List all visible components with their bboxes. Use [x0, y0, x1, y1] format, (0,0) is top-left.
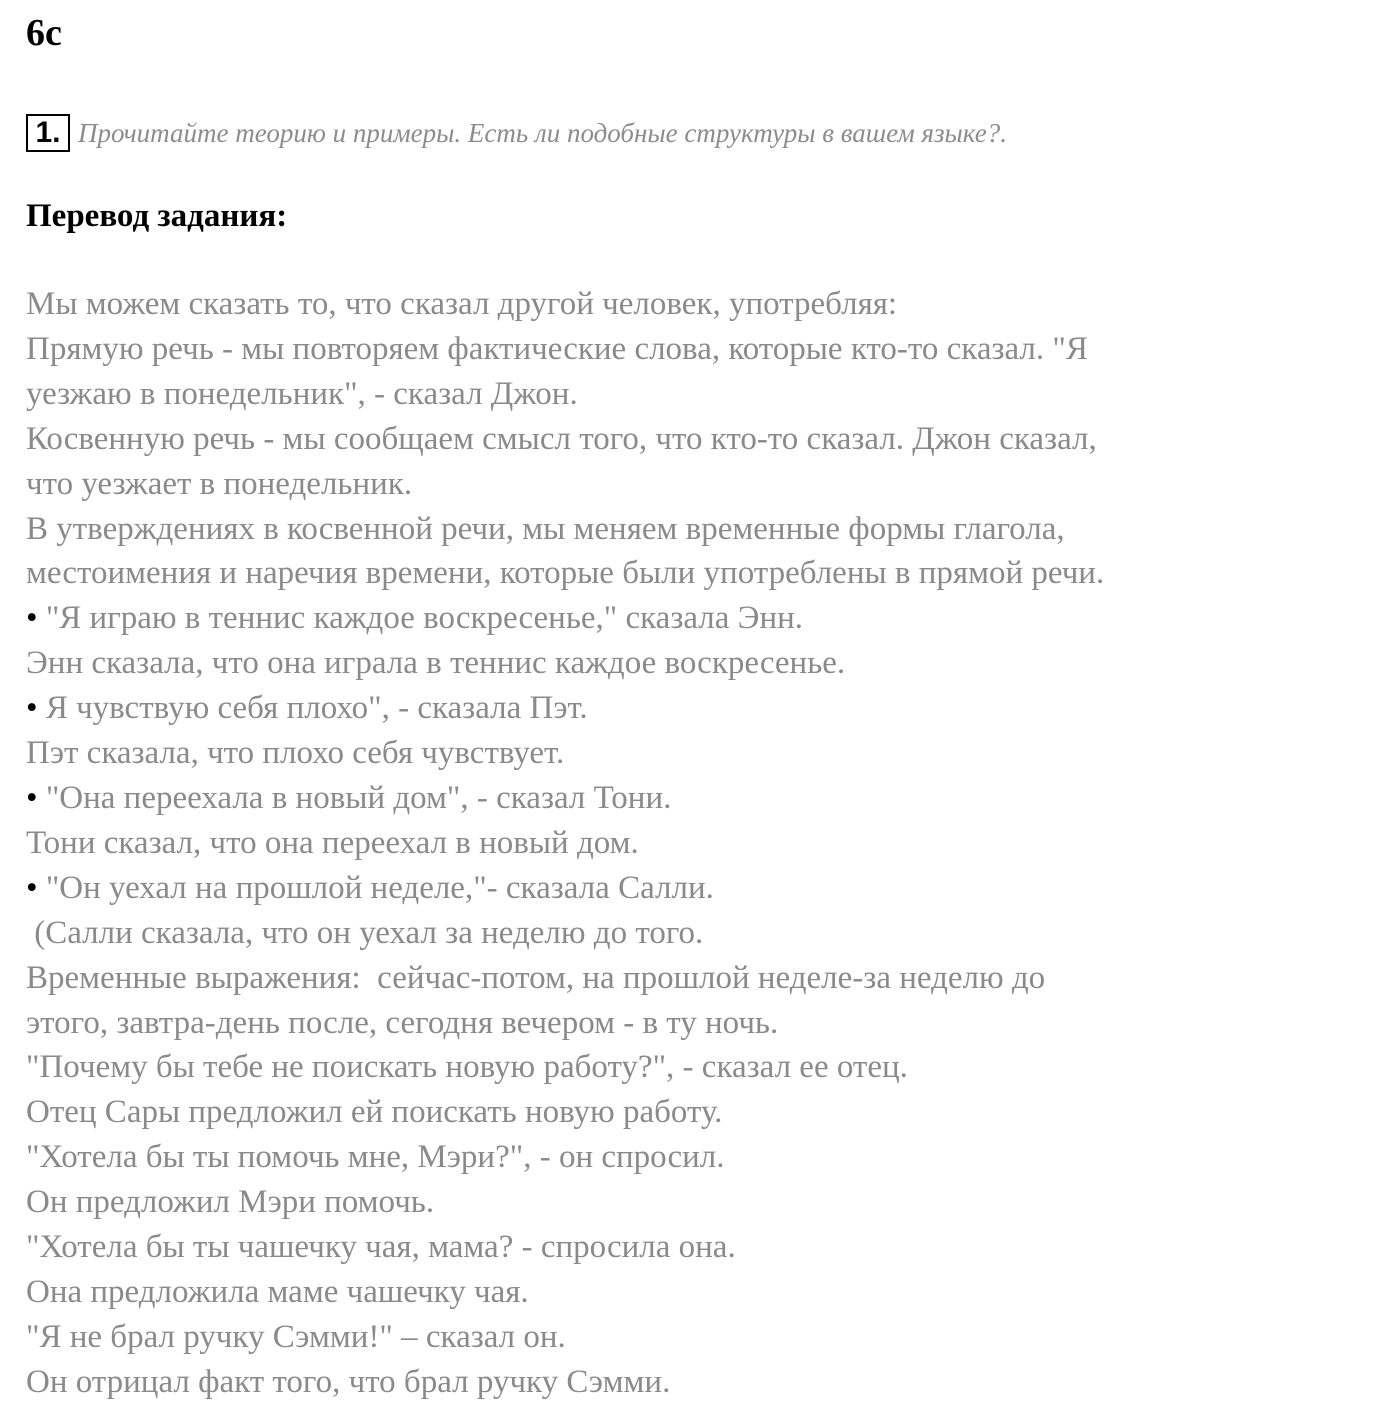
- translation-line: [26, 1360, 1366, 1405]
- translation-line: [26, 327, 1366, 372]
- translation-line: [26, 551, 1366, 596]
- translation-line-text: Косвенную речь - мы сообщаем смысл того, что кто-то сказал. Джон сказал,: [26, 420, 1097, 457]
- translation-line: [26, 372, 1366, 417]
- translation-line-text: "Хотела бы ты помочь мне, Мэри?", - он спросил.: [26, 1139, 725, 1176]
- translation-line-text: (Салли сказала, что он уехал за неделю до того.: [26, 914, 704, 951]
- translation-line-text: Прямую речь - мы повторяем фактические слова, которые кто-то сказал. "Я: [26, 330, 1088, 367]
- translation-line-text: что уезжает в понедельник.: [26, 465, 413, 502]
- bullet-icon: •: [26, 690, 38, 727]
- translation-line-text: местоимения и наречия времени, которые были употреблены в прямой речи.: [26, 555, 1105, 592]
- translation-body: [26, 282, 1366, 1405]
- translation-line: [26, 1001, 1366, 1046]
- section-title: 6c: [26, 12, 62, 54]
- translation-line: [26, 1135, 1366, 1180]
- translation-line-text: Пэт сказала, что плохо себя чувствует.: [26, 735, 565, 772]
- translation-line-text: уезжаю в понедельник", - сказал Джон.: [26, 375, 578, 412]
- translation-line: [26, 1270, 1366, 1315]
- translation-line: [26, 911, 1366, 956]
- bullet-icon: •: [26, 869, 38, 906]
- translation-line: [26, 641, 1366, 686]
- translation-line: [26, 956, 1366, 1001]
- task-row: [26, 112, 1007, 154]
- translation-line: [26, 1090, 1366, 1135]
- translation-line-text: "Он уехал на прошлой неделе,"- сказала Салли.: [37, 869, 714, 906]
- translation-line: [26, 417, 1366, 462]
- translation-line: [26, 1045, 1366, 1090]
- translation-line: [26, 821, 1366, 866]
- translation-line-text: этого, завтра-день после, сегодня вечером - в ту ночь.: [26, 1004, 779, 1041]
- translation-line-text: Мы можем сказать то, что сказал другой человек, употребляя:: [26, 286, 898, 322]
- translation-line: [26, 282, 1366, 327]
- translation-line-text: Он отрицал факт того, что брал ручку Сэмми.: [26, 1363, 671, 1400]
- translation-line: [26, 1315, 1366, 1360]
- translation-line: [26, 507, 1366, 552]
- translation-line: [26, 686, 1366, 731]
- task-instruction: Прочитайте теорию и примеры. Есть ли подобные структуры в вашем языке?.: [78, 118, 1007, 148]
- translation-line: [26, 462, 1366, 507]
- translation-line-text: "Хотела бы ты чашечку чая, мама? - спросила она.: [26, 1229, 736, 1266]
- translation-line-text: "Почему бы тебе не поискать новую работу?", - сказал ее отец.: [26, 1049, 908, 1086]
- translation-line-text: Она предложила маме чашечку чая.: [26, 1273, 529, 1310]
- translation-line-text: Энн сказала, что она играла в теннис каждое воскресенье.: [26, 645, 846, 682]
- translation-line: [26, 731, 1366, 776]
- translation-line-text: В утверждениях в косвенной речи, мы меняем временные формы глагола,: [26, 510, 1065, 547]
- bullet-icon: •: [26, 600, 38, 637]
- translation-line: [26, 1225, 1366, 1270]
- translation-line: [26, 866, 1366, 911]
- translation-heading: Перевод задания:: [26, 198, 288, 234]
- translation-line-text: Отец Сары предложил ей поискать новую работу.: [26, 1094, 723, 1131]
- translation-line: [26, 596, 1366, 641]
- translation-line-text: Я чувствую себя плохо", - сказала Пэт.: [37, 690, 588, 727]
- translation-line: [26, 1180, 1366, 1225]
- bullet-icon: •: [26, 779, 38, 816]
- translation-line-text: Временные выражения: сейчас-потом, на прошлой неделе-за неделю до: [26, 959, 1046, 996]
- translation-line-text: Тони сказал, что она переехал в новый дом.: [26, 824, 639, 861]
- translation-line-text: "Я не брал ручку Сэмми!" – сказал он.: [26, 1318, 566, 1355]
- task-number-badge: 1.: [26, 114, 70, 152]
- translation-line-text: "Я играю в теннис каждое воскресенье," сказала Энн.: [37, 600, 804, 637]
- translation-line-text: "Она переехала в новый дом", - сказал Тони.: [37, 779, 672, 816]
- translation-line: [26, 776, 1366, 821]
- translation-line-text: Он предложил Мэри помочь.: [26, 1184, 435, 1221]
